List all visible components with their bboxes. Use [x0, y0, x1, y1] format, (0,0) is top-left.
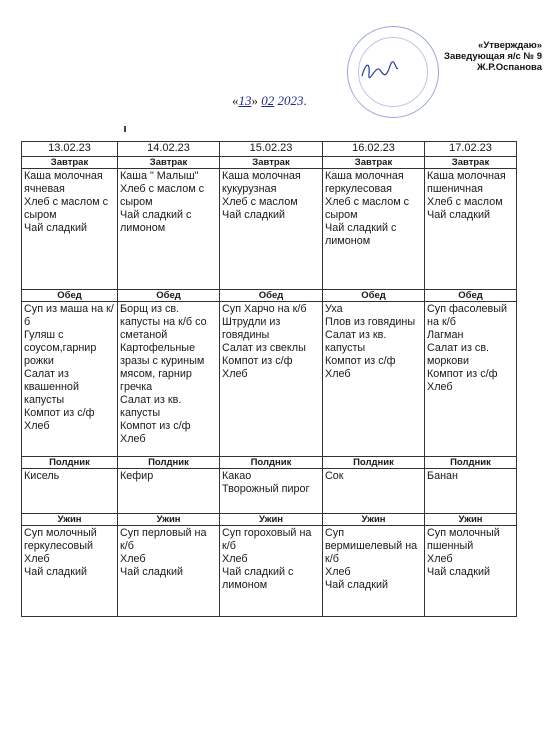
dishes-row	[22, 169, 517, 290]
dish-item: Каша молочная геркулесовая	[325, 170, 404, 195]
dish-item: Суп молочный пшенный	[427, 527, 500, 552]
meal-name-cell: Обед	[220, 290, 323, 302]
day-dishes-cell	[323, 469, 425, 514]
meal-header-row	[22, 514, 517, 526]
dish-item: Хлеб с маслом с сыром	[24, 196, 109, 221]
meal-name-cell: Полдник	[323, 457, 425, 469]
dish-item: Штрудли из говядины	[222, 316, 281, 341]
meal-name-cell: Полдник	[22, 457, 118, 469]
dish-item: Хлеб	[427, 553, 453, 565]
day-dishes-cell	[220, 526, 323, 617]
day-dishes-cell	[22, 526, 118, 617]
dish-item: Суп Харчо на к/б	[222, 303, 307, 315]
day-dishes-cell	[220, 302, 323, 457]
dish-item: Хлеб	[325, 368, 351, 380]
dish-item: Сок	[325, 470, 344, 482]
day-dishes-cell	[118, 169, 220, 290]
day-dishes-cell	[220, 169, 323, 290]
dish-item: Лагман	[427, 329, 464, 341]
dish-item: Банан	[427, 470, 459, 482]
date-cell: 17.02.23	[425, 142, 517, 157]
dish-item: Суп перловый на к/б	[120, 527, 207, 552]
meal-name-cell: Полдник	[220, 457, 323, 469]
date-cell: 16.02.23	[323, 142, 425, 157]
dish-item: Компот из с/ф	[325, 355, 396, 367]
day-dishes-cell	[22, 169, 118, 290]
day-dishes-cell	[425, 526, 517, 617]
dish-item: Кефир	[120, 470, 154, 482]
dish-item: Суп из маша на к/б	[24, 303, 114, 328]
day-dishes-cell	[425, 302, 517, 457]
meal-name-cell: Завтрак	[220, 157, 323, 169]
date-cell: 13.02.23	[22, 142, 118, 157]
meal-name-cell: Завтрак	[425, 157, 517, 169]
dish-item: Кисель	[24, 470, 60, 482]
day-dishes-cell	[220, 469, 323, 514]
dish-item: Хлеб с маслом с сыром	[325, 196, 410, 221]
dishes-row	[22, 469, 517, 514]
approval-day: 13	[238, 93, 252, 108]
dish-item: Чай сладкий	[427, 566, 491, 578]
dish-item: Чай сладкий	[24, 566, 88, 578]
dish-item: Хлеб с маслом	[427, 196, 503, 208]
dish-item: Чай сладкий	[427, 209, 491, 221]
dish-item: Компот из с/ф	[427, 368, 498, 380]
dish-item: Плов из говядины	[325, 316, 416, 328]
dish-item: Суп гороховый на к/б	[222, 527, 312, 552]
day-dishes-cell	[323, 526, 425, 617]
approval-year: 2023	[277, 93, 304, 108]
dish-item: Каша молочная кукурузная	[222, 170, 301, 195]
dish-item: Компот из с/ф	[222, 355, 293, 367]
dish-item: Компот из с/ф	[120, 420, 191, 432]
dish-item: Хлеб	[222, 368, 248, 380]
weekly-menu-table	[21, 141, 517, 617]
dish-item: Хлеб с маслом с сыром	[120, 183, 205, 208]
day-dishes-cell	[118, 469, 220, 514]
approval-date: «13» 02 2023.	[232, 93, 307, 108]
dish-item: Хлеб	[24, 553, 50, 565]
dish-item: Чай сладкий	[325, 579, 389, 591]
dish-item: Хлеб	[24, 420, 50, 432]
day-dishes-cell	[323, 302, 425, 457]
meal-name-cell: Обед	[118, 290, 220, 302]
meal-name-cell: Завтрак	[118, 157, 220, 169]
day-dishes-cell	[425, 169, 517, 290]
meal-name-cell: Ужин	[425, 514, 517, 526]
meal-header-row	[22, 457, 517, 469]
dish-item: Чай сладкий	[120, 566, 184, 578]
approval-month: 02	[261, 93, 275, 108]
dish-item: Хлеб с маслом	[222, 196, 298, 208]
meal-header-row	[22, 157, 517, 169]
meal-name-cell: Завтрак	[22, 157, 118, 169]
day-dishes-cell	[118, 526, 220, 617]
day-dishes-cell	[22, 469, 118, 514]
dishes-row	[22, 526, 517, 617]
meal-name-cell: Обед	[22, 290, 118, 302]
approval-title: «Утверждаю»	[478, 40, 542, 51]
date-cell: 14.02.23	[118, 142, 220, 157]
dish-item: Каша молочная пшеничная	[427, 170, 506, 195]
approval-name: Ж.Р.Оспанова	[476, 62, 542, 73]
dish-item: Каша " Малыш"	[120, 170, 199, 182]
dish-item: Хлеб	[427, 381, 453, 393]
dish-item: Творожный пирог	[222, 483, 310, 495]
meal-header-row	[22, 290, 517, 302]
date-header-row	[22, 142, 517, 157]
dish-item: Суп молочный геркулесовый	[24, 527, 97, 552]
dish-item: Какао	[222, 470, 252, 482]
dish-item: Чай сладкий с лимоном	[120, 209, 192, 234]
dish-item: Уха	[325, 303, 343, 315]
dish-item: Картофельные зразы с куриным мясом, гарнир гречка	[120, 342, 205, 393]
day-dishes-cell	[22, 302, 118, 457]
dish-item: Гуляш с соусом,гарнир рожки	[24, 329, 97, 367]
dish-item: Салат из св. моркови	[427, 342, 490, 367]
dish-item: Хлеб	[120, 433, 146, 445]
dishes-row	[22, 302, 517, 457]
meal-name-cell: Обед	[323, 290, 425, 302]
dish-item: Чай сладкий с лимоном	[222, 566, 294, 591]
meal-name-cell: Полдник	[425, 457, 517, 469]
dish-item: Компот из с/ф	[24, 407, 95, 419]
meal-name-cell: Ужин	[323, 514, 425, 526]
dish-item: Суп фасолевый на к/б	[427, 303, 508, 328]
dish-item: Чай сладкий с лимоном	[325, 222, 397, 247]
dish-item: Салат из свеклы	[222, 342, 306, 354]
meal-name-cell: Обед	[425, 290, 517, 302]
meal-name-cell: Завтрак	[323, 157, 425, 169]
meal-name-cell: Ужин	[220, 514, 323, 526]
approval-block	[392, 40, 542, 73]
meal-name-cell: Ужин	[118, 514, 220, 526]
pen-tick	[124, 126, 126, 132]
meal-name-cell: Ужин	[22, 514, 118, 526]
dish-item: Каша молочная ячневая	[24, 170, 103, 195]
day-dishes-cell	[323, 169, 425, 290]
dish-item: Салат из кв. капусты	[325, 329, 387, 354]
meal-name-cell: Полдник	[118, 457, 220, 469]
dish-item: Хлеб	[120, 553, 146, 565]
dish-item: Хлеб	[222, 553, 248, 565]
dish-item: Салат из квашенной капусты	[24, 368, 79, 406]
dish-item: Хлеб	[325, 566, 351, 578]
dish-item: Салат из кв. капусты	[120, 394, 182, 419]
approval-position: Заведующая я/с № 9	[444, 51, 542, 62]
dish-item: Чай сладкий	[222, 209, 286, 221]
dish-item: Борщ из св. капусты на к/б со сметаной	[120, 303, 207, 341]
day-dishes-cell	[425, 469, 517, 514]
date-cell: 15.02.23	[220, 142, 323, 157]
dish-item: Суп вермишелевый на к/б	[325, 527, 418, 565]
day-dishes-cell	[118, 302, 220, 457]
dish-item: Чай сладкий	[24, 222, 88, 234]
